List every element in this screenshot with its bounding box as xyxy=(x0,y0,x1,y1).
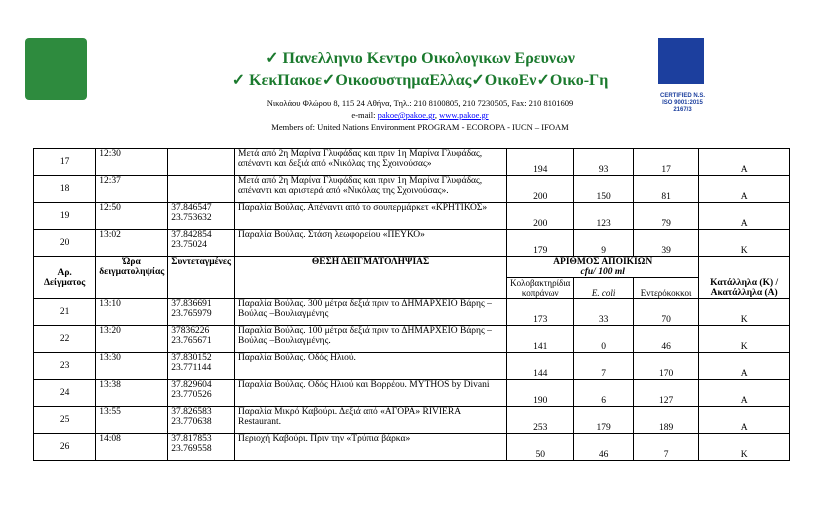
sample-no: 20 xyxy=(34,230,96,257)
col-coords: Συντεταγμένες xyxy=(168,257,235,299)
table-row xyxy=(34,353,790,380)
table-row xyxy=(34,434,790,461)
org-title: ✓ Πανελληνιο Κεντρο Οικολογικων Ερευνων xyxy=(265,50,575,67)
sample-time: 13:38 xyxy=(96,380,168,407)
enterococci-count: 127 xyxy=(633,380,698,407)
coliform-count: 173 xyxy=(507,299,574,326)
sample-time: 13:20 xyxy=(96,326,168,353)
pakoe-logo xyxy=(25,38,87,100)
coliform-count: 144 xyxy=(507,353,574,380)
col-coliform: Κολοβακτηρίδια κοπράνων xyxy=(507,278,574,299)
sample-no: 18 xyxy=(34,176,96,203)
sample-coords: 37.842854 23.75024 xyxy=(168,230,235,257)
sample-no: 24 xyxy=(34,380,96,407)
sample-time: 13:10 xyxy=(96,299,168,326)
col-colonies: ΑΡΙΘΜΟΣ ΑΠΟΙΚΙΩΝ cfu/ 100 ml xyxy=(507,257,699,278)
ecoli-count: 0 xyxy=(574,326,633,353)
sample-place: Παραλία Μικρό Καβούρι. Δεξιά από «ΑΓΟΡΑ» RIVIERA Restaurant. xyxy=(235,407,507,434)
sample-place: Παραλία Βούλας. Απέναντι από το σουπερμάρκετ «ΚΡΗΤΙΚΟΣ» xyxy=(235,203,507,230)
sample-no: 21 xyxy=(34,299,96,326)
ecoli-count: 9 xyxy=(574,230,633,257)
ecoli-count: 179 xyxy=(574,407,633,434)
sample-time: 14:08 xyxy=(96,434,168,461)
suitability: Α xyxy=(699,353,790,380)
coliform-count: 190 xyxy=(507,380,574,407)
coliform-count: 200 xyxy=(507,203,574,230)
sample-no: 22 xyxy=(34,326,96,353)
table-row xyxy=(34,326,790,353)
euro-cert-logo xyxy=(658,38,704,84)
ecoli-count: 150 xyxy=(574,176,633,203)
sample-coords xyxy=(168,149,235,176)
sample-no: 19 xyxy=(34,203,96,230)
sample-time: 13:02 xyxy=(96,230,168,257)
suitability: Α xyxy=(699,407,790,434)
sample-time: 13:55 xyxy=(96,407,168,434)
suitability: Κ xyxy=(699,230,790,257)
col-place: ΘΕΣΗ ΔΕΙΓΜΑΤΟΛΗΨΙΑΣ xyxy=(235,257,507,299)
enterococci-count: 7 xyxy=(633,434,698,461)
table-row xyxy=(34,299,790,326)
table-row xyxy=(34,230,790,257)
sample-place: Παραλία Βούλας. Οδός Ηλιού. xyxy=(235,353,507,380)
ecoli-count: 93 xyxy=(574,149,633,176)
sample-coords: 37.817853 23.769558 xyxy=(168,434,235,461)
sample-coords: 37.826583 23.770638 xyxy=(168,407,235,434)
sample-no: 17 xyxy=(34,149,96,176)
sample-time: 12:50 xyxy=(96,203,168,230)
enterococci-count: 79 xyxy=(633,203,698,230)
sample-coords xyxy=(168,176,235,203)
enterococci-count: 170 xyxy=(633,353,698,380)
table-row xyxy=(34,407,790,434)
suitability: Κ xyxy=(699,299,790,326)
ecoli-count: 7 xyxy=(574,353,633,380)
coliform-count: 253 xyxy=(507,407,574,434)
website-link[interactable]: www.pakoe.gr xyxy=(439,110,489,120)
sample-coords: 37.830152 23.771144 xyxy=(168,353,235,380)
enterococci-count: 189 xyxy=(633,407,698,434)
results-table xyxy=(33,148,790,461)
table-row xyxy=(34,149,790,176)
enterococci-count: 46 xyxy=(633,326,698,353)
enterococci-count: 70 xyxy=(633,299,698,326)
coliform-count: 179 xyxy=(507,230,574,257)
coliform-count: 50 xyxy=(507,434,574,461)
sample-coords: 37.846547 23.753632 xyxy=(168,203,235,230)
table-row xyxy=(34,380,790,407)
ecoli-count: 33 xyxy=(574,299,633,326)
suitability: Α xyxy=(699,380,790,407)
sample-place: Παραλία Βούλας. 100 μέτρα δεξιά πριν το ΔΗΜΑΡΧΕΙΟ Βάρης –Βούλας –Βουλιαγμένης. xyxy=(235,326,507,353)
ecoli-count: 6 xyxy=(574,380,633,407)
sample-place: Παραλία Βούλας. Οδός Ηλιού και Βορρέου. MYTHOS by Divani xyxy=(235,380,507,407)
sample-no: 23 xyxy=(34,353,96,380)
email-link[interactable]: pakoe@pakoe.gr xyxy=(377,110,435,120)
sample-place: Μετά από 2η Μαρίνα Γλυφάδας και πριν 1η Μαρίνα Γλυφάδας, απέναντι και δεξιά από «Νικόλας της Σχοινούσας» xyxy=(235,149,507,176)
suitability: Κ xyxy=(699,434,790,461)
col-no: Αρ. Δείγματος xyxy=(34,257,96,299)
suitability: Α xyxy=(699,203,790,230)
sample-time: 12:37 xyxy=(96,176,168,203)
enterococci-count: 17 xyxy=(633,149,698,176)
ecoli-count: 46 xyxy=(574,434,633,461)
sample-time: 13:30 xyxy=(96,353,168,380)
sample-coords: 37.829604 23.770526 xyxy=(168,380,235,407)
sample-place: Μετά από 2η Μαρίνα Γλυφάδας και πριν 1η Μαρίνα Γλυφάδας, απέναντι και αριστερά από «Νικόλας της Σχοινούσας». xyxy=(235,176,507,203)
sample-place: Παραλία Βούλας. Στάση λεωφορείου «ΠΕΥΚΟ» xyxy=(235,230,507,257)
sample-place: Περιοχή Καβούρι. Πριν την «Τρύπια βάρκα» xyxy=(235,434,507,461)
address: Νικολάου Φλώρου 8, 115 24 Αθήνα, Τηλ.: 210 8100805, 210 7230505, Fax: 210 8101609 xyxy=(266,98,574,108)
sample-time: 12:30 xyxy=(96,149,168,176)
contact-line: e-mail: pakoe@pakoe.gr, www.pakoe.gr xyxy=(351,110,489,120)
sample-place: Παραλία Βούλας. 300 μέτρα δεξιά πριν το ΔΗΜΑΡΧΕΙΟ Βάρης –Βούλας –Βουλιαγμένης xyxy=(235,299,507,326)
coliform-count: 200 xyxy=(507,176,574,203)
cert-info: CERTIFIED N.S. ISO 9001:2015 2167/3 xyxy=(659,93,705,113)
coliform-count: 194 xyxy=(507,149,574,176)
col-time: Ώρα δειγματοληψίας xyxy=(96,257,168,299)
ecoli-count: 123 xyxy=(574,203,633,230)
sample-no: 26 xyxy=(34,434,96,461)
sample-no: 25 xyxy=(34,407,96,434)
org-subtitle: ✓ ΚεκΠακοε✓ΟικοσυστημαΕλλας✓ΟικοΕν✓Οικο-Γη xyxy=(231,72,609,89)
coliform-count: 141 xyxy=(507,326,574,353)
col-enterococci: Εντερόκοκκοι xyxy=(633,278,698,299)
enterococci-count: 81 xyxy=(633,176,698,203)
table-row xyxy=(34,203,790,230)
suitability: Κ xyxy=(699,326,790,353)
suitability: Α xyxy=(699,176,790,203)
col-ecoli: E. coli xyxy=(574,278,633,299)
col-result: Κατάλληλα (Κ) / Ακατάλληλα (Α) xyxy=(699,257,790,299)
members: Members of: United Nations Environment PROGRAM - ECOROPA - IUCN – IFOAM xyxy=(271,122,569,132)
sample-coords: 37.836691 23.765979 xyxy=(168,299,235,326)
enterococci-count: 39 xyxy=(633,230,698,257)
table-row xyxy=(34,176,790,203)
sample-coords: 37836226 23.765671 xyxy=(168,326,235,353)
suitability: Α xyxy=(699,149,790,176)
